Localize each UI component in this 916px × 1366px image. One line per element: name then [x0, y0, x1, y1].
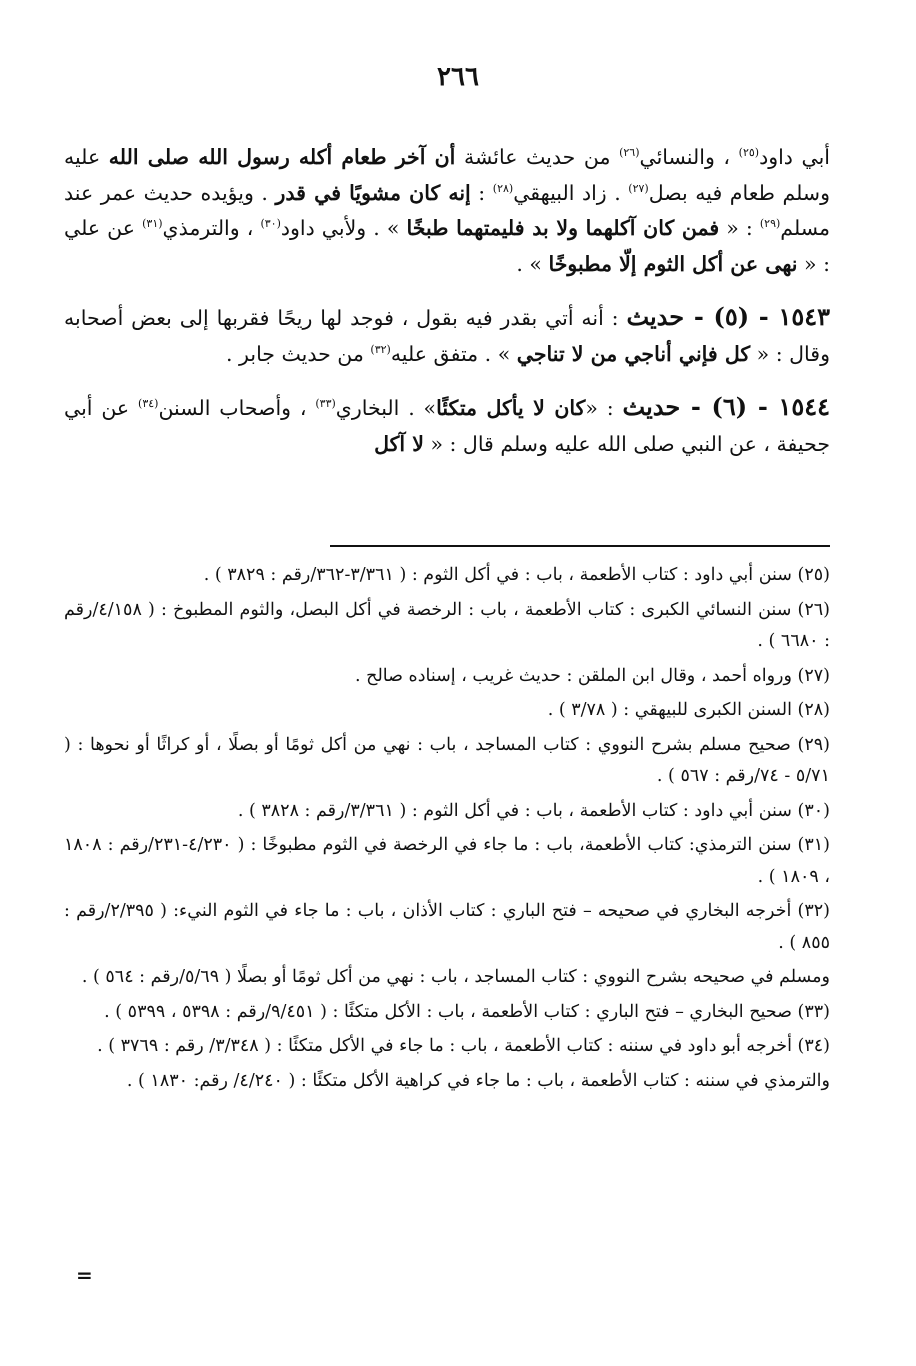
footnotes-section [64, 560, 830, 1100]
hadith-quote: كان لا يأكل متكئًا [436, 396, 586, 420]
footnote-ref-25[interactable]: (٢٥) [738, 146, 760, 160]
footnote-29: (٢٩) صحيح مسلم بشرح النووي : كتاب المساجد ، باب : نهي من أكل ثومًا أو بصلًا ، أو كراثًا أو نحوها : ( ٥/٧١ - ٧٤/رقم : ٥٦٧ ) . [64, 734, 830, 786]
footnote-27: (٢٧) ورواه أحمد ، وقال ابن الملقن : حديث غريب ، إسناده صالح . [355, 665, 830, 686]
footnote-ref-28[interactable]: (٢٨) [492, 181, 514, 195]
hadith-quote: أن آخر طعام أكله رسول الله صلى الله [108, 145, 456, 169]
hadith-heading: ١٥٤٤ - (٦) - حديث [622, 392, 831, 421]
footnote-30: (٣٠) سنن أبي داود : كتاب الأطعمة ، باب : في أكل الثوم : ( ٣/٣٦١/رقم : ٣٨٢٨ ) . [237, 800, 830, 821]
footnote-ref-26[interactable]: (٢٦) [619, 146, 640, 160]
hadith-heading: ١٥٤٣ - (٥) - حديث [626, 302, 830, 331]
footnote-ref-32[interactable]: (٣٢) [370, 342, 391, 356]
hadith-quote: فمن كان آكلهما ولا بد فليمتهما طبخًا [406, 216, 720, 240]
footnote-divider [330, 545, 830, 547]
footnote-ref-33[interactable]: (٣٣) [315, 397, 336, 411]
page-number: ٢٦٦ [437, 62, 479, 92]
paragraph-1: أبي داود$^{(٢٥)}$ ، والنسائي$^{(٢٦)}$ من حديث عائشة أن آخر طعام أكله رسول الله صلى الله عليه وسلم طعام فيه بصل$^{(٢٧)}$ . زاد البيهقي$^{(٢٨)}$ : إنه كان مشويًا في قدر . ويؤيده حديث عمر عند مسلم$^{(٢٩)}$ : « فمن كان آكلهما ولا بد فليمتهما طبخًا » . ولأبي داود$^{(٣٠)}$ ، والترمذي$^{(٣١)}$ عن علي : « نهى عن أكل الثوم إلّا مطبوخًا » . [64, 145, 830, 276]
footnote-ref-30[interactable]: (٣٠) [260, 217, 281, 231]
footnote-31: (٣١) سنن الترمذي: كتاب الأطعمة، باب : ما جاء في الرخصة في الثوم مطبوخًا : ( ٤/٢٣٠-٢٣١/رقم : ١٨٠٨ ، ١٨٠٩ ) . [64, 835, 830, 887]
footnote-25: (٢٥) سنن أبي داود : كتاب الأطعمة ، باب : في أكل الثوم : ( ٣/٣٦١-٣٦٢/رقم : ٣٨٢٩ ) . [203, 565, 830, 585]
footnote-32: (٣٢) أخرجه البخاري في صحيحه – فتح الباري : كتاب الأذان ، باب : ما جاء في الثوم النيء: ( ٢/٣٩٥/رقم : ٨٥٥ ) . [64, 901, 830, 953]
footnote-ref-29[interactable]: (٢٩) [759, 217, 781, 231]
footnote-32-continued: ومسلم في صحيحه بشرح النووي : كتاب المساجد ، باب : نهي من أكل ثومًا أو بصلًا ( ٥/٦٩/رقم : ٥٦٤ ) . [81, 967, 830, 987]
hadith-quote: إنه كان مشويًا في قدر [275, 180, 471, 205]
hadith-quote: لا آكل [374, 431, 424, 456]
footnote-ref-34[interactable]: (٣٤) [138, 397, 159, 411]
footnote-34: (٣٤) أخرجه أبو داود في سننه : كتاب الأطعمة ، باب : ما جاء في الأكل متكئًا : ( ٣/٣٤٨/ رقم : ٣٧٦٩ ) . [97, 1036, 830, 1056]
continuation-mark: = [76, 1263, 93, 1287]
footnote-33: (٣٣) صحيح البخاري – فتح الباري : كتاب الأطعمة ، باب : الأكل متكئًا : ( ٩/٤٥١/رقم : ٥٣٩٨ ، ٥٣٩٩ ) . [104, 1001, 830, 1022]
footnote-ref-31[interactable]: (٣١) [142, 217, 163, 231]
footnote-34-continued: والترمذي في سننه : كتاب الأطعمة ، باب : ما جاء في كراهية الأكل متكئًا : ( ٤/٢٤٠/ رقم: ١٨٣٠ ) . [126, 1070, 830, 1091]
footnote-26: (٢٦) سنن النسائي الكبرى : كتاب الأطعمة ، باب : الرخصة في أكل البصل، والثوم المطبوخ : ( ٤/١٥٨/رقم : ٦٦٨٠ ) . [64, 599, 830, 651]
hadith-quote: نهى عن أكل الثوم إلّا مطبوخًا [548, 251, 798, 276]
main-text [64, 140, 830, 479]
paragraph-1543: ١٥٤٣ - (٥) - حديث : أنه أتي بقدر فيه بقول ، فوجد لها ريحًا فقربها إلى بعض أصحابه وقال : « كل فإني أناجي من لا تناجي » . متفق عليه$^{(٣٢)}$ من حديث جابر . [64, 302, 830, 366]
paragraph-1544: ١٥٤٤ - (٦) - حديث : «كان لا يأكل متكئًا» . البخاري$^{(٣٣)}$ ، وأصحاب السنن$^{(٣٤)}$ عن أبي جحيفة ، عن النبي صلى الله عليه وسلم قال : « لا آكل [64, 392, 831, 456]
footnote-28: (٢٨) السنن الكبرى للبيهقي : ( ٣/٧٨ ) . [547, 700, 830, 720]
hadith-quote: كل فإني أناجي من لا تناجي [516, 341, 751, 366]
footnote-ref-27[interactable]: (٢٧) [628, 181, 649, 195]
